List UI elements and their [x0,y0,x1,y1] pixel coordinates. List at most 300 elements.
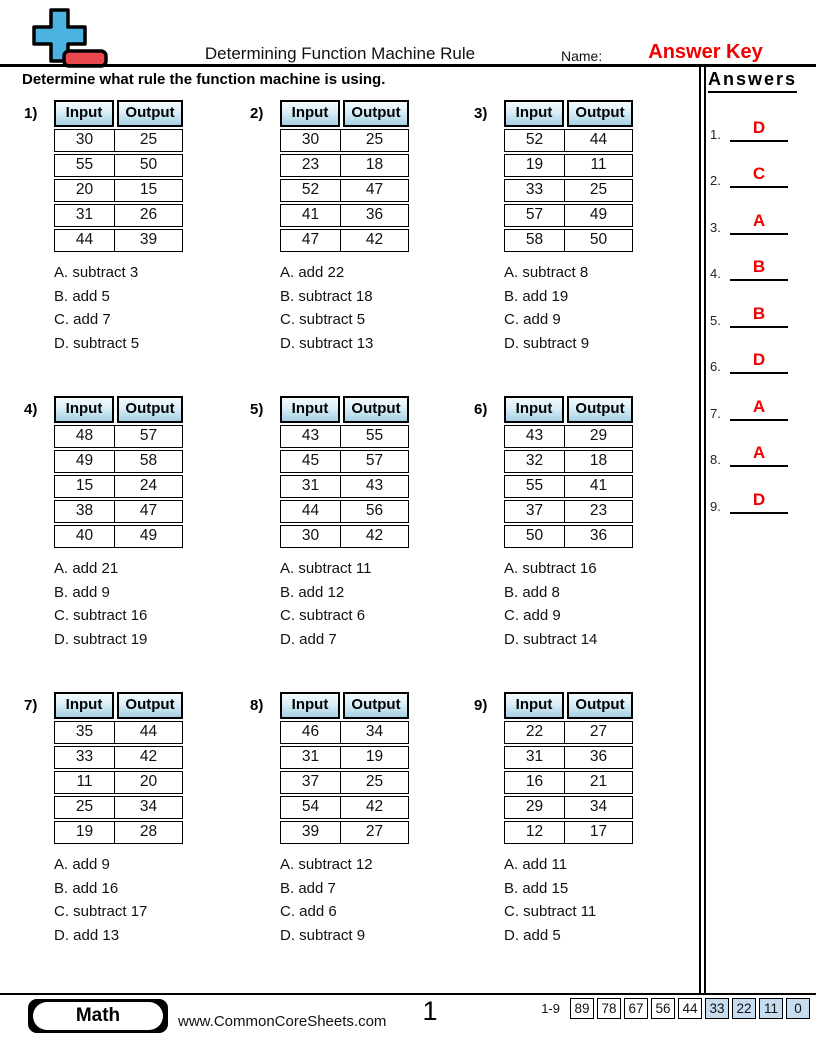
input-cell: 43 [281,426,341,447]
input-cell: 11 [55,772,115,793]
table-row [504,771,633,794]
input-cell: 35 [55,722,115,743]
answer-value: A [752,396,766,416]
function-table [280,100,474,252]
output-cell: 21 [589,773,608,790]
choices-list [504,557,700,651]
score-box: 78 [597,998,621,1019]
problem-range-label: 1-9 [541,1001,560,1016]
table-row [54,229,183,252]
input-cell: 50 [505,526,565,547]
output-cell: 19 [365,748,384,765]
table-row [504,204,633,227]
output-cell: 42 [365,231,384,248]
input-column-header: Input [54,692,114,719]
output-cell: 36 [365,206,384,223]
table-row [280,450,409,473]
problem-number: 9) [474,697,488,714]
answer-blank-line [730,304,788,328]
choice-a: A. subtract 3 [54,264,139,281]
input-cell: 30 [281,526,341,547]
choice-d: D. add 7 [280,630,337,648]
table-header-row [54,396,250,423]
choice-a: A. subtract 8 [504,264,589,281]
choice-d: D. add 5 [504,926,561,944]
name-label: Name: [561,48,603,64]
input-cell: 52 [505,130,565,151]
input-column-header: Input [54,100,114,127]
input-cell: 32 [505,451,565,472]
choice-a: A. add 9 [54,856,110,873]
output-cell: 36 [589,748,608,765]
input-cell: 25 [55,797,115,818]
choice-a: A. subtract 11 [280,560,372,577]
problem-body [54,100,250,396]
input-cell: 31 [505,747,565,768]
answer-value: D [752,489,766,509]
output-column-header: Output [343,100,409,127]
output-cell: 39 [139,231,158,248]
input-cell: 31 [55,205,115,226]
choices-list [504,853,700,947]
answer-item-number: 2. [710,173,721,188]
output-column-header: Output [567,396,633,423]
answer-item [710,288,806,335]
input-cell: 44 [55,230,115,251]
score-box: 22 [732,998,756,1019]
input-cell: 44 [281,501,341,522]
output-cell: 28 [139,823,158,840]
table-row [504,721,633,744]
choice-b: B. add 15 [504,879,569,897]
table-row [504,475,633,498]
table-row [504,500,633,523]
website-url: www.CommonCoreSheets.com [178,1013,387,1030]
output-cell: 17 [589,823,608,840]
output-cell: 29 [589,427,608,444]
table-row [280,204,409,227]
output-cell: 58 [139,452,158,469]
input-column-header: Input [280,100,340,127]
choice-d: D. subtract 13 [280,334,374,352]
name-value: Answer Key [648,41,763,63]
instruction-text: Determine what rule the function machine is using. [22,71,386,88]
table-row [504,154,633,177]
output-cell: 50 [589,231,608,248]
input-cell: 57 [505,205,565,226]
input-cell: 55 [55,155,115,176]
score-box: 67 [624,998,648,1019]
choice-b: B. add 5 [54,287,110,305]
choice-a: A. add 22 [280,264,345,281]
input-cell: 49 [55,451,115,472]
plus-minus-logo-icon [26,6,110,70]
answer-value: B [752,257,766,276]
output-cell: 15 [139,181,158,198]
output-column-header: Output [117,396,183,423]
problem-number: 4) [24,401,38,418]
function-table [280,396,474,548]
output-cell: 23 [589,502,608,519]
output-cell: 49 [589,206,608,223]
table-header-row [54,692,250,719]
problem-number: 5) [250,401,264,418]
table-row [54,425,183,448]
problem-body [54,692,250,988]
output-cell: 55 [365,427,384,444]
function-table [54,692,250,844]
input-cell: 37 [281,772,341,793]
output-cell: 27 [365,823,384,840]
choice-c: C. subtract 16 [54,607,148,624]
problem-block [24,692,250,988]
input-cell: 15 [55,476,115,497]
input-cell: 31 [281,476,341,497]
table-row [280,500,409,523]
choice-b: B. add 9 [54,583,110,601]
problem-body [504,692,700,988]
output-cell: 24 [139,477,158,494]
choices-list [504,261,700,355]
input-cell: 55 [505,476,565,497]
output-cell: 18 [365,156,384,173]
input-cell: 48 [55,426,115,447]
output-cell: 47 [365,181,384,198]
input-cell: 43 [505,426,565,447]
output-cell: 57 [365,452,384,469]
answer-blank-line [730,443,788,467]
table-row [54,796,183,819]
problem-body [504,396,700,692]
choice-c: C. add 7 [54,311,111,328]
output-column-header: Output [567,100,633,127]
choice-b: B. subtract 18 [280,287,373,305]
choice-c: C. add 9 [504,311,561,328]
answer-item-number: 4. [710,266,721,281]
output-cell: 27 [589,723,608,740]
choice-a: A. add 21 [54,560,119,577]
problem-number: 2) [250,105,264,122]
input-cell: 31 [281,747,341,768]
problem-body [280,396,474,692]
choice-b: B. add 16 [54,879,119,897]
answer-item [710,195,806,242]
answer-item [710,102,806,149]
choice-a: A. subtract 16 [504,560,597,577]
choice-d: D. subtract 5 [54,334,140,352]
answer-value: B [752,303,766,323]
choice-a: A. add 11 [504,856,568,873]
table-row [504,796,633,819]
problem-body [504,100,700,396]
output-cell: 26 [139,206,158,223]
subject-badge-label: Math [33,1002,163,1030]
answer-item-number: 8. [710,452,721,467]
answer-item-number: 9. [710,498,721,514]
problem-block [474,100,700,396]
input-column-header: Input [504,396,564,423]
answer-value: A [752,443,766,462]
table-row [54,129,183,152]
input-column-header: Input [504,692,564,719]
answer-item [710,149,806,196]
output-cell: 47 [139,502,158,519]
output-cell: 42 [139,748,158,765]
answer-value: D [752,117,766,137]
input-column-header: Input [280,692,340,719]
answer-item-number: 5. [710,312,721,328]
table-row [54,525,183,548]
input-cell: 19 [55,822,115,843]
footer-divider [0,993,816,995]
output-cell: 50 [139,156,158,173]
table-row [280,525,409,548]
table-row [280,796,409,819]
problem-block [250,692,474,988]
output-cell: 42 [365,527,384,544]
choice-d: D. add 13 [54,926,120,944]
output-cell: 56 [365,502,384,519]
input-cell: 19 [505,155,565,176]
input-cell: 33 [505,180,565,201]
output-column-header: Output [567,692,633,719]
problem-body [54,396,250,692]
subject-badge [28,999,168,1033]
choice-d: D. subtract 19 [54,630,148,648]
choice-b: B. add 19 [504,287,569,305]
score-box: 0 [786,998,810,1019]
problem-number: 6) [474,401,488,418]
output-cell: 44 [139,723,158,740]
table-row [54,475,183,498]
output-column-header: Output [117,692,183,719]
table-row [504,746,633,769]
input-cell: 33 [55,747,115,768]
function-table [54,396,250,548]
table-row [54,179,183,202]
answer-blank-line [730,397,788,421]
table-row [54,746,183,769]
answers-panel-title: Answers [708,69,797,93]
table-row [54,154,183,177]
page-number: 1 [422,996,438,1026]
choice-c: C. subtract 11 [504,903,597,920]
choice-d: D. subtract 14 [504,630,598,648]
table-row [504,450,633,473]
input-cell: 46 [281,722,341,743]
grading-score-strip [541,998,810,1019]
input-cell: 58 [505,230,565,251]
table-header-row [504,692,700,719]
choice-c: C. subtract 5 [280,311,366,328]
answer-item [710,474,806,521]
output-cell: 43 [365,477,384,494]
score-box: 44 [678,998,702,1019]
score-box: 11 [759,998,783,1019]
table-header-row [504,100,700,127]
table-header-row [504,396,700,423]
input-cell: 40 [55,526,115,547]
choice-d: D. subtract 9 [504,334,590,352]
function-table [504,396,700,548]
choices-list [54,261,250,355]
problem-block [474,396,700,692]
table-row [54,771,183,794]
answer-item-number: 3. [710,219,721,235]
output-column-header: Output [343,692,409,719]
table-header-row [280,100,474,127]
table-row [54,450,183,473]
score-box: 89 [570,998,594,1019]
worksheet-title: Determining Function Machine Rule [204,44,476,63]
output-cell: 42 [365,798,384,815]
problem-number: 7) [24,697,38,714]
score-box: 33 [705,998,729,1019]
output-cell: 36 [589,527,608,544]
input-cell: 37 [505,501,565,522]
input-cell: 52 [281,180,341,201]
output-cell: 49 [139,527,158,544]
table-header-row [280,396,474,423]
answer-value: D [752,350,766,369]
table-row [280,425,409,448]
table-row [504,425,633,448]
input-cell: 23 [281,155,341,176]
table-row [280,229,409,252]
answer-blank-line [730,164,788,188]
table-header-row [54,100,250,127]
table-row [54,821,183,844]
output-cell: 25 [589,181,608,198]
choices-list [54,557,250,651]
table-row [504,525,633,548]
table-header-row [280,692,474,719]
problem-number: 1) [24,105,38,122]
input-cell: 30 [281,130,341,151]
choices-list [280,557,474,651]
choice-c: C. subtract 17 [54,903,148,920]
table-row [54,500,183,523]
choice-b: B. add 8 [504,583,560,601]
table-row [504,229,633,252]
table-row [280,129,409,152]
answer-item [710,335,806,382]
problem-body [280,100,474,396]
function-table [54,100,250,252]
input-column-header: Input [504,100,564,127]
output-cell: 11 [590,156,607,173]
answers-list [710,102,806,521]
answer-blank-line [730,257,788,281]
input-cell: 41 [281,205,341,226]
function-table [504,100,700,252]
choice-a: A. subtract 12 [280,856,373,873]
score-box: 56 [651,998,675,1019]
output-cell: 20 [139,773,158,790]
answers-panel-divider [699,67,706,993]
output-cell: 18 [589,452,608,469]
input-cell: 20 [55,180,115,201]
answer-blank-line [730,211,788,235]
answer-item [710,428,806,475]
table-row [280,771,409,794]
table-row [280,721,409,744]
problem-number: 8) [250,697,264,714]
table-row [280,179,409,202]
input-cell: 45 [281,451,341,472]
input-cell: 38 [55,501,115,522]
output-cell: 41 [589,477,608,494]
answer-blank-line [730,118,788,142]
answer-item [710,242,806,289]
table-row [504,179,633,202]
input-cell: 47 [281,230,341,251]
header-divider [0,64,816,67]
problem-block [250,100,474,396]
problem-block [24,100,250,396]
table-row [504,821,633,844]
answer-item-number: 1. [710,126,721,142]
table-row [54,204,183,227]
function-table [504,692,700,844]
input-cell: 30 [55,130,115,151]
answer-item [710,381,806,428]
table-row [280,746,409,769]
choice-d: D. subtract 9 [280,926,366,944]
input-cell: 16 [505,772,565,793]
output-cell: 25 [365,131,384,148]
output-cell: 25 [139,131,158,148]
table-row [280,475,409,498]
output-column-header: Output [117,100,183,127]
problem-block [474,692,700,988]
input-cell: 22 [505,722,565,743]
answer-value: C [752,164,766,183]
problem-block [24,396,250,692]
input-cell: 12 [505,822,565,843]
choice-b: B. add 7 [280,879,336,897]
choice-c: C. add 9 [504,607,561,624]
function-table [280,692,474,844]
choice-b: B. add 12 [280,583,345,601]
choices-list [280,853,474,947]
input-column-header: Input [280,396,340,423]
input-cell: 29 [505,797,565,818]
problem-block [250,396,474,692]
choices-list [54,853,250,947]
choice-c: C. add 6 [280,903,337,920]
output-column-header: Output [343,396,409,423]
table-row [280,821,409,844]
choice-c: C. subtract 6 [280,607,366,624]
output-cell: 34 [139,798,158,815]
table-row [280,154,409,177]
output-cell: 44 [589,131,608,148]
answer-value: A [752,210,766,230]
answer-item-number: 7. [710,405,721,421]
problem-body [280,692,474,988]
output-cell: 34 [365,723,384,740]
input-column-header: Input [54,396,114,423]
table-row [54,721,183,744]
output-cell: 25 [365,773,384,790]
problems-grid [24,100,700,988]
answer-blank-line [730,490,788,514]
table-row [504,129,633,152]
choices-list [280,261,474,355]
output-cell: 57 [139,427,158,444]
output-cell: 34 [589,798,608,815]
